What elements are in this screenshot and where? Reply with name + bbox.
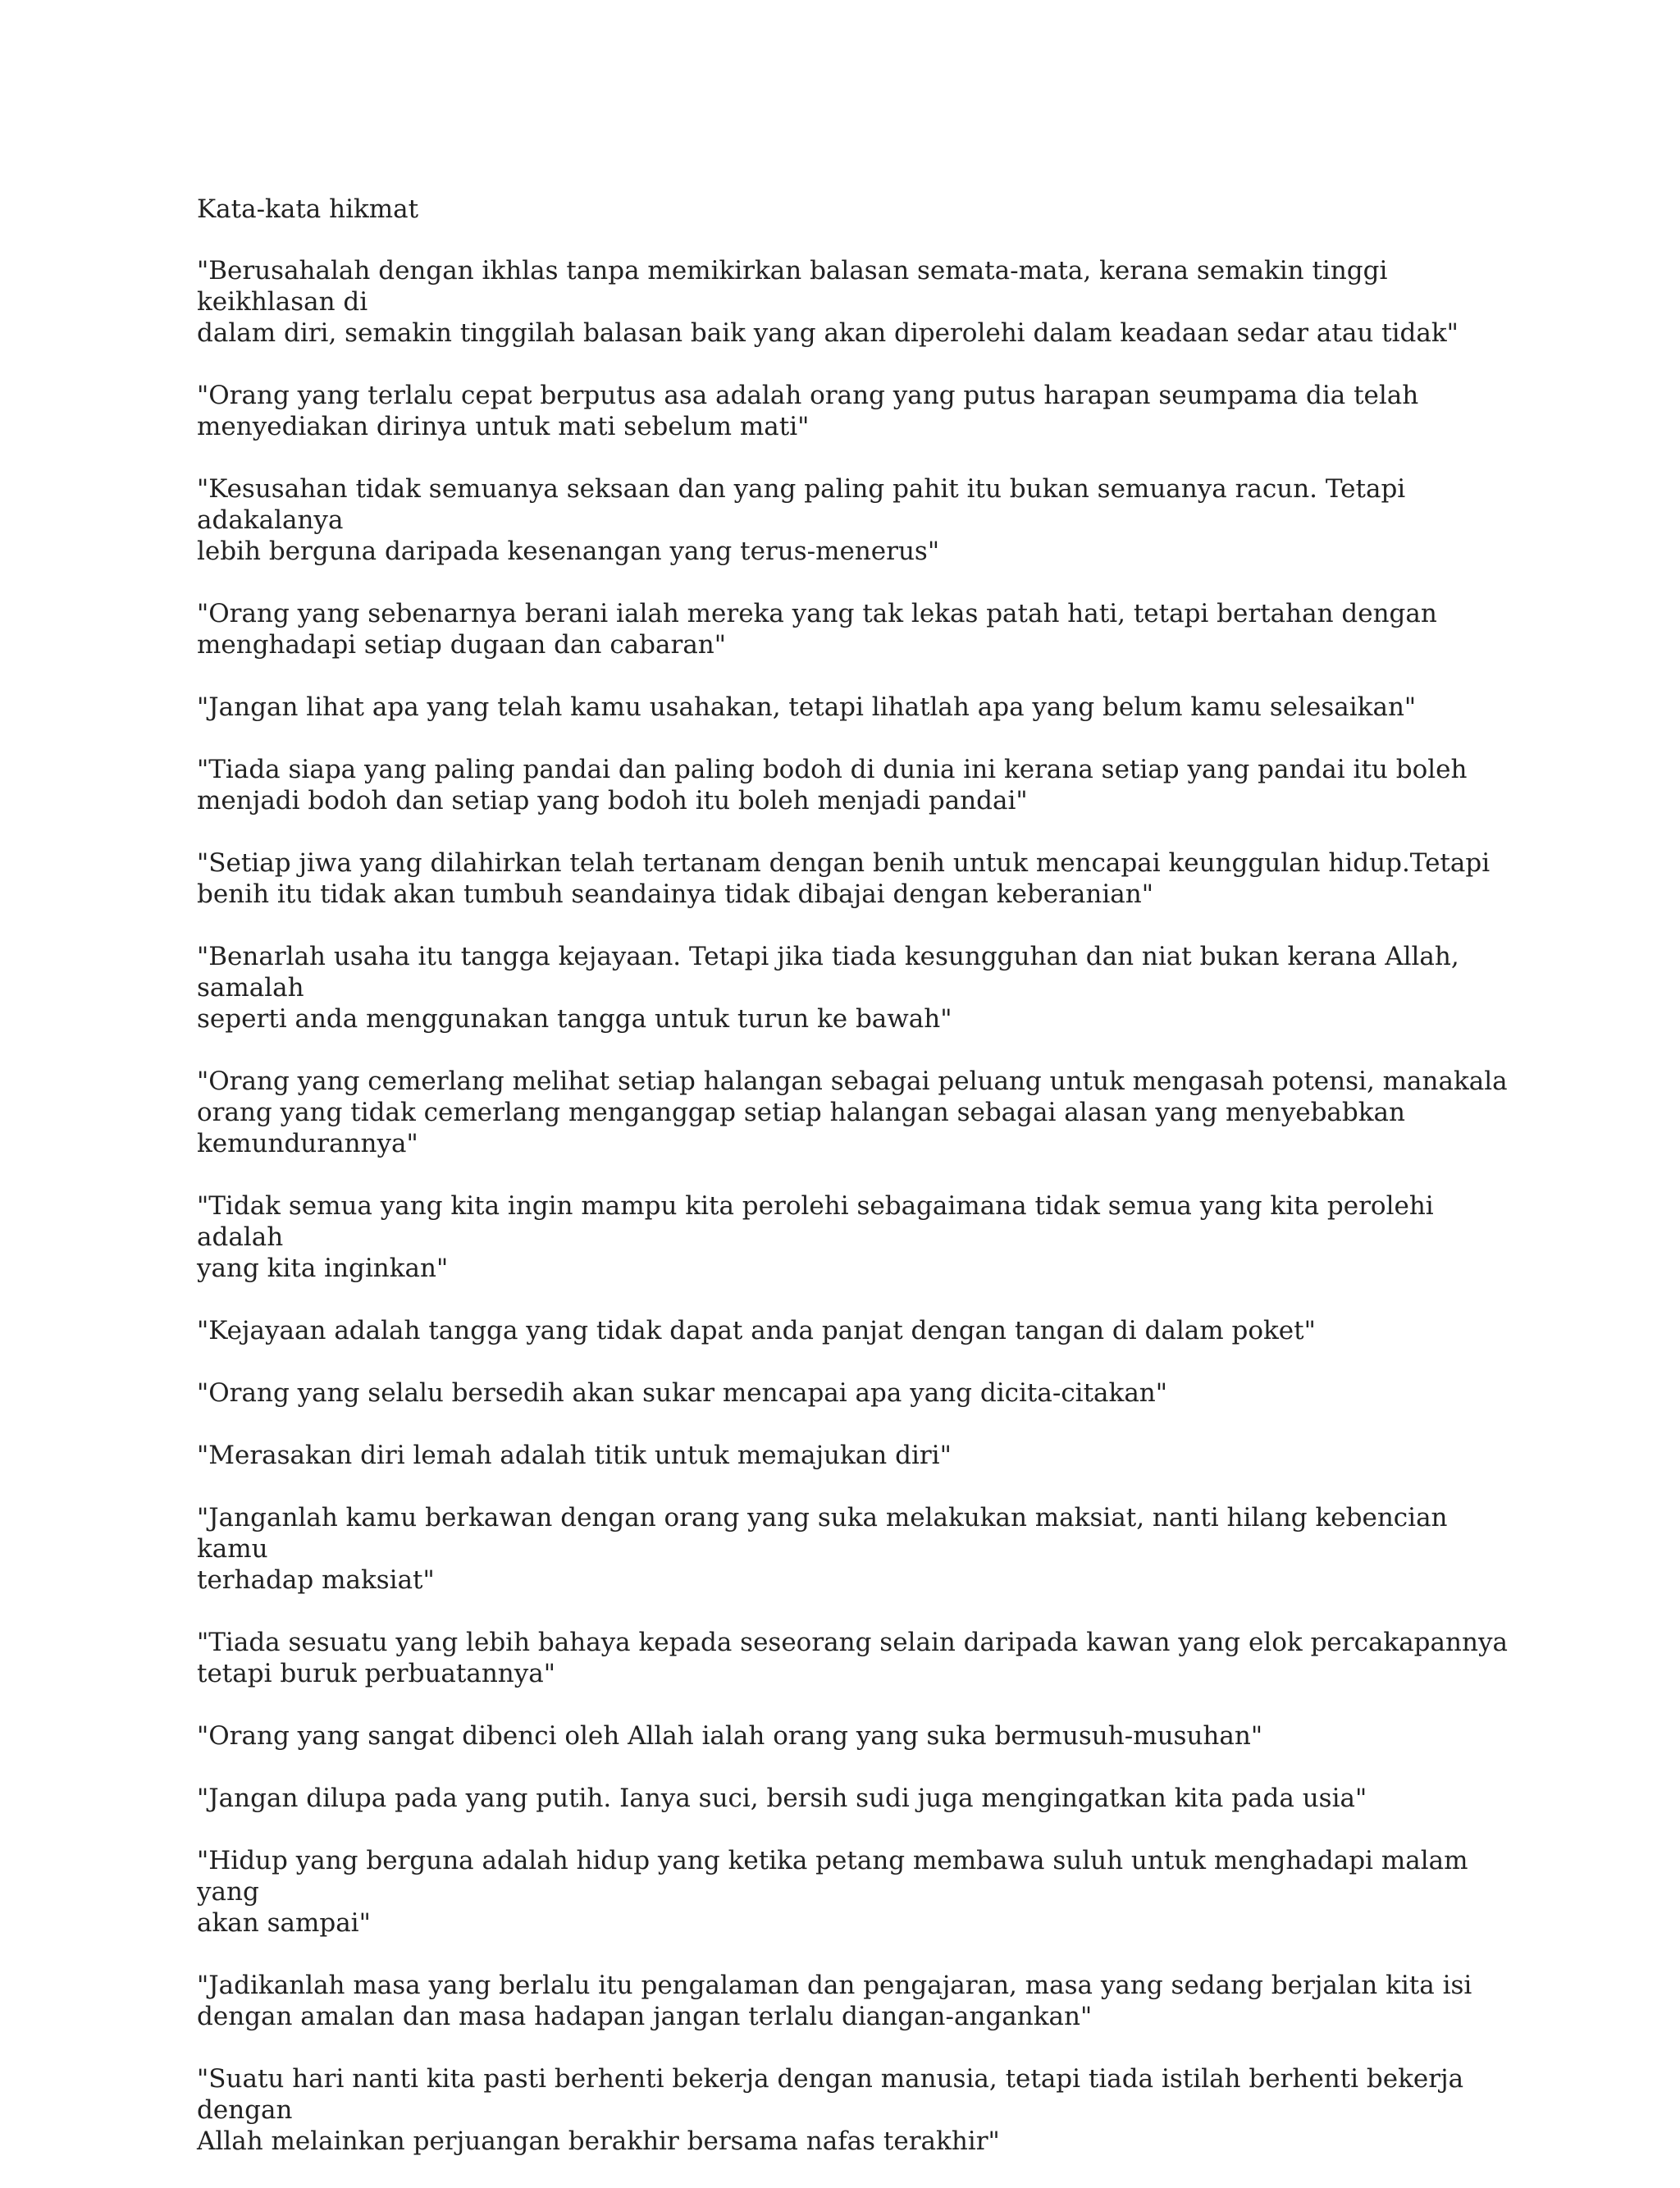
quote-paragraph: "Benarlah usaha itu tangga kejayaan. Tetapi jika tiada kesungguhan dan niat bukan kerana Allah, samalah seperti anda menggunakan tangga untuk turun ke bawah" xyxy=(197,942,1459,1034)
quote-paragraph: "Kejayaan adalah tangga yang tidak dapat anda panjat dengan tangan di dalam poket" xyxy=(197,1316,1316,1345)
quote-paragraph: "Setiap jiwa yang dilahirkan telah tertanam dengan benih untuk mencapai keunggulan hidup.Tetapi benih itu tidak akan tumbuh seandainya tidak dibajai dengan keberanian" xyxy=(197,848,1491,909)
quote-paragraph: "Tiada sesuatu yang lebih bahaya kepada seseorang selain daripada kawan yang elok percakapannya tetapi buruk perbuatannya" xyxy=(197,1628,1508,1688)
quote-paragraph: "Tidak semua yang kita ingin mampu kita perolehi sebagaimana tidak semua yang kita perolehi adalah yang kita inginkan" xyxy=(197,1191,1434,1283)
quote-paragraph: "Berusahalah dengan ikhlas tanpa memikirkan balasan semata-mata, kerana semakin tinggi keikhlasan di dalam diri, semakin tinggilah balasan baik yang akan diperolehi dalam keadaan sedar atau tidak" xyxy=(197,256,1459,348)
quote-paragraph: "Suatu hari nanti kita pasti berhenti bekerja dengan manusia, tetapi tiada istilah berhenti bekerja dengan Allah melainkan perjuangan berakhir bersama nafas terakhir" xyxy=(197,2064,1464,2156)
quote-paragraph: "Orang yang selalu bersedih akan sukar mencapai apa yang dicita-citakan" xyxy=(197,1378,1168,1408)
quote-paragraph: "Orang yang cemerlang melihat setiap halangan sebagai peluang untuk mengasah potensi, manakala orang yang tidak cemerlang menganggap setiap halangan sebagai alasan yang menyebabkan kemundurannya" xyxy=(197,1067,1508,1158)
quote-paragraph: "Janganlah kamu berkawan dengan orang yang suka melakukan maksiat, nanti hilang kebencian kamu terhadap maksiat" xyxy=(197,1503,1448,1595)
quote-paragraph: "Jangan lihat apa yang telah kamu usahakan, tetapi lihatlah apa yang belum kamu selesaikan" xyxy=(197,692,1417,722)
document-title: Kata-kata hikmat xyxy=(197,194,419,224)
quote-paragraph: "Orang yang sebenarnya berani ialah mereka yang tak lekas patah hati, tetapi bertahan dengan menghadapi setiap dugaan dan cabaran" xyxy=(197,599,1437,660)
quote-paragraph: "Jangan dilupa pada yang putih. Ianya suci, bersih sudi juga mengingatkan kita pada usia" xyxy=(197,1784,1367,1813)
quote-paragraph: "Kesusahan tidak semuanya seksaan dan yang paling pahit itu bukan semuanya racun. Tetapi adakalanya lebih berguna daripada kesenangan yang terus-menerus" xyxy=(197,474,1406,566)
quote-paragraph: "Hidup yang berguna adalah hidup yang ketika petang membawa suluh untuk menghadapi malam yang akan sampai" xyxy=(197,1846,1468,1938)
quote-paragraph: "Merasakan diri lemah adalah titik untuk memajukan diri" xyxy=(197,1441,952,1470)
quote-paragraph: "Orang yang sangat dibenci oleh Allah ialah orang yang suka bermusuh-musuhan" xyxy=(197,1721,1263,1751)
document-page xyxy=(197,193,1509,2188)
quote-paragraph: "Orang yang terlalu cepat berputus asa adalah orang yang putus harapan seumpama dia telah menyediakan dirinya untuk mati sebelum mati" xyxy=(197,381,1419,441)
quote-paragraph: "Jadikanlah masa yang berlalu itu pengalaman dan pengajaran, masa yang sedang berjalan kita isi dengan amalan dan masa hadapan jangan terlalu diangan-angankan" xyxy=(197,1971,1472,2031)
quote-paragraph: "Tiada siapa yang paling pandai dan paling bodoh di dunia ini kerana setiap yang pandai itu boleh menjadi bodoh dan setiap yang bodoh itu boleh menjadi pandai" xyxy=(197,755,1468,815)
